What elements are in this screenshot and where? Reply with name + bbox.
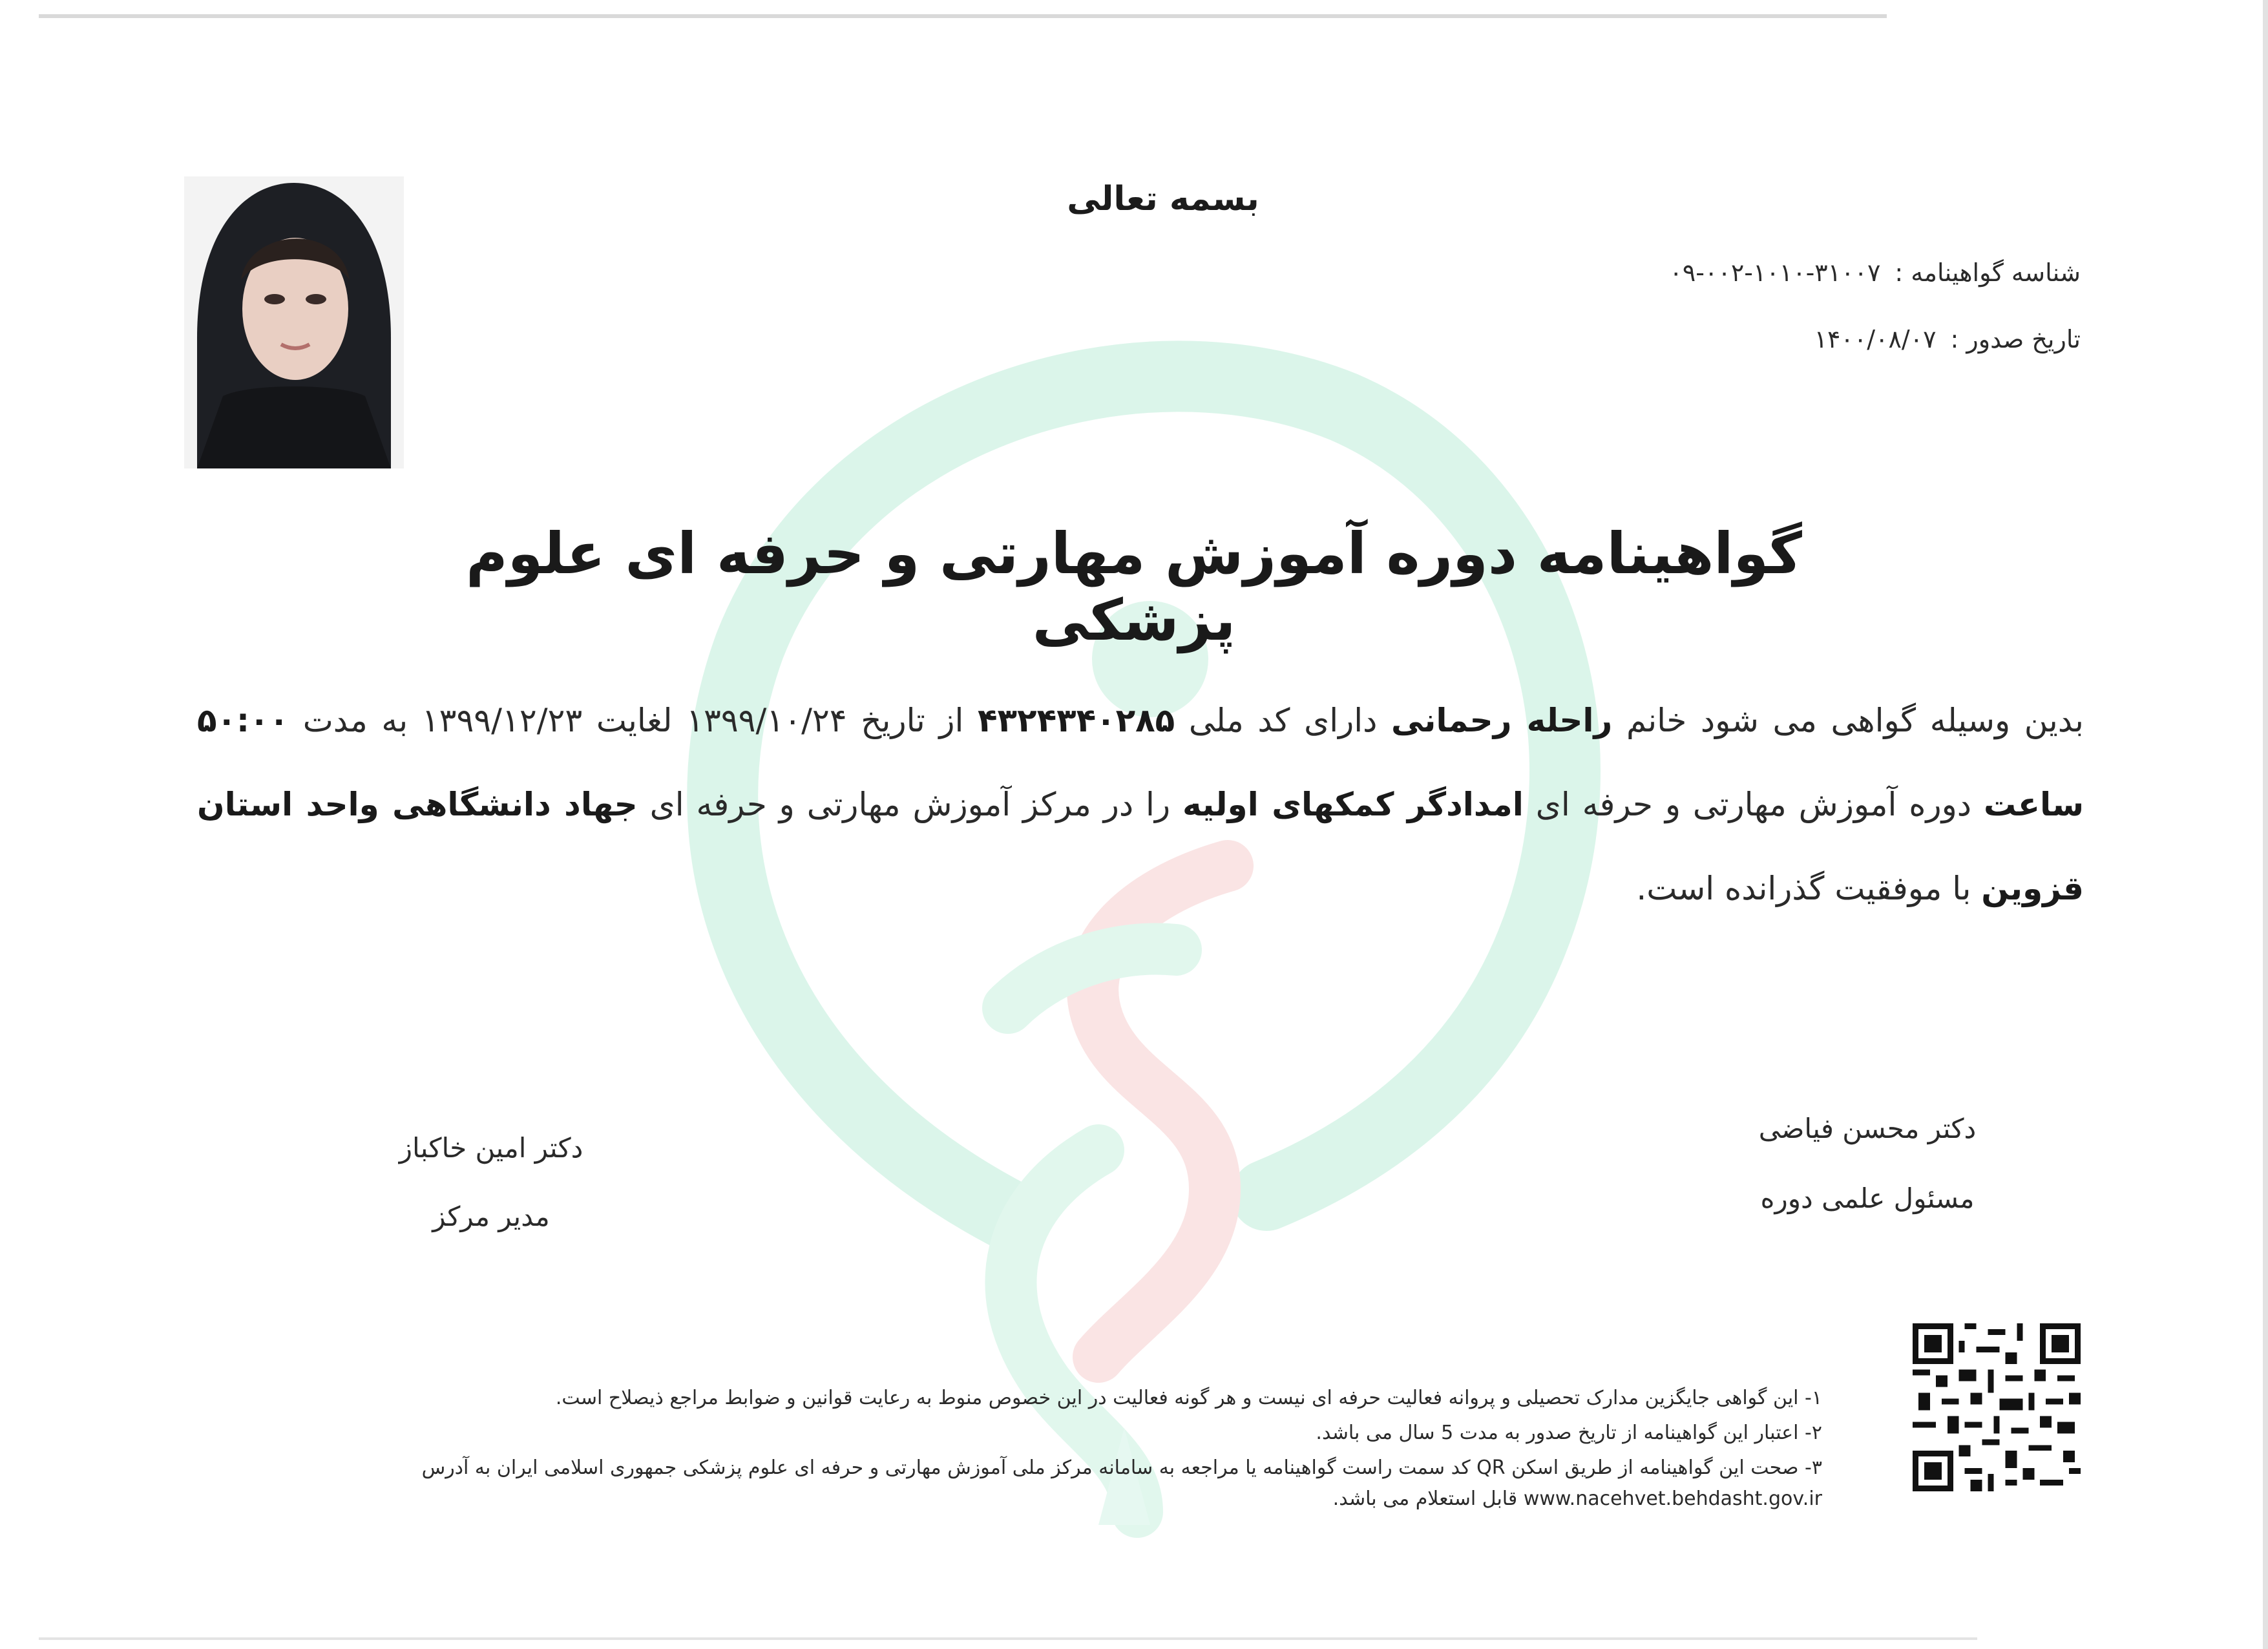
right-signatory-name: دکتر محسن فیاضی (1758, 1113, 1977, 1144)
right-signatory-role: مسئول علمی دوره (1760, 1182, 1975, 1214)
left-signatory-name: دکتر امین خاکباز (399, 1132, 583, 1164)
note-item: ۲- اعتبار این گواهینامه از تاریخ صدور به مدت 5 سال می باشد. (1316, 1422, 1822, 1444)
certificate-title: گواهینامه دوره آموزش مهارتی و حرفه ای علوم پزشکی (466, 520, 1802, 653)
body-text-8: با موفقیت گذرانده است. (1636, 870, 1971, 907)
body-text-7: را در مرکز آموزش مهارتی و حرفه ای (649, 786, 1171, 823)
body-text-1: بدین وسیله گواهی می شود خانم (1626, 702, 2084, 739)
end-date: ۱۳۹۹/۱۲/۲۳ (421, 702, 583, 739)
qr-code[interactable] (1913, 1323, 2081, 1491)
certificate-id-row (1499, 258, 2081, 287)
holder-photo (184, 176, 404, 468)
national-id: ۴۳۲۴۳۴۰۲۸۵ (978, 702, 1175, 739)
scan-edge-top (39, 14, 1887, 18)
body-text-2: دارای کد ملی (1188, 702, 1378, 739)
left-signatory-role: مدیر مرکز (432, 1201, 550, 1232)
body-text-3: از تاریخ (861, 702, 964, 739)
holder-name: راحله رحمانی (1391, 702, 1613, 739)
certificate-body (197, 678, 2084, 930)
body-text-5: به مدت (302, 702, 408, 739)
body-text-6: دوره آموزش مهارتی و حرفه ای (1535, 786, 1972, 823)
issue-date-label: تاریخ صدور : (1950, 325, 2081, 353)
basmala-heading: بسمه تعالی (1067, 180, 1259, 218)
certificate-id-value: ۰۹-۰۰۲-۱۰۱۰-۳۱۰۰۷ (1669, 258, 1881, 287)
issue-date-value: ۱۴۰۰/۰۸/۰۷ (1814, 325, 1937, 353)
course-name: امدادگر کمکهای اولیه (1182, 786, 1524, 823)
note-item: ۱- این گواهی جایگزین مدارک تحصیلی و پروانه فعالیت حرفه ای نیست و هر گونه فعالیت در این خصوص منوط به رعایت قوانین و ضوابط مراجع ذیصلاح است. (555, 1387, 1822, 1409)
body-text-4: لغایت (596, 702, 673, 739)
training-center: جهاد دانشگاهی واحد استان قزوین (197, 786, 2084, 907)
certificate-id-label: شناسه گواهینامه : (1895, 258, 2081, 287)
start-date: ۱۳۹۹/۱۰/۲۴ (686, 702, 847, 739)
scan-edge-bottom (39, 1637, 1977, 1640)
certificate-notes (414, 1383, 1822, 1518)
scan-edge-right (2263, 0, 2268, 1649)
issue-date-row (1499, 325, 2081, 353)
course-duration: ۵۰:۰۰ ساعت (197, 702, 2084, 823)
note-item: ۳- صحت این گواهینامه از طریق اسکن QR کد سمت راست گواهینامه یا مراجعه به سامانه مرکز ملی آموزش مهارتی و حرفه ای علوم پزشکی جمهوری اسلامی ایران به آدرس www.nacehvet.behdasht.gov.ir قابل استعلام می باشد. (421, 1456, 1822, 1510)
